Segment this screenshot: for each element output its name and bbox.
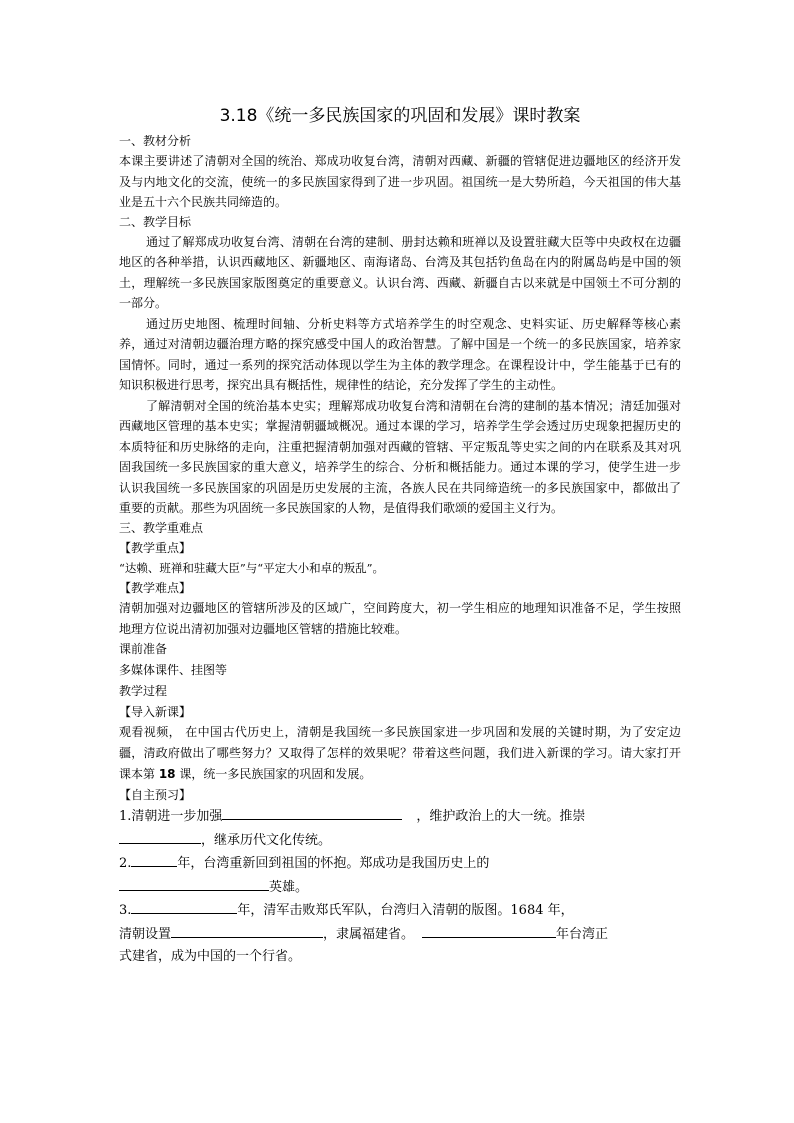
section-heading-key-difficult-points: 三、教学重难点 bbox=[119, 520, 204, 535]
question-3-text-a: 3. bbox=[119, 903, 132, 918]
question-3-line-2 bbox=[119, 923, 681, 947]
key-points-label: 【教学重点】 bbox=[119, 540, 192, 555]
goals-paragraph-1: 通过了解郑成功收复台湾、清朝在台湾的建制、册封达赖和班禅以及设置驻藏大臣等中央政权在边疆地区的各种举措，认识西藏地区、新疆地区、南海诸岛、台湾及其包括钓鱼岛在内的附属岛屿是中国的领土，理解统一多民族国家版图奠定的重要意义。认识台湾、西藏、新疆自古以来就是中国领土不可分割的一部分。 bbox=[119, 234, 681, 310]
question-3 bbox=[119, 899, 681, 923]
question-1-text-b: ，维护政治上的大一统。推崇 bbox=[416, 809, 586, 824]
question-3-text-d: ，隶属福建省。 bbox=[323, 926, 415, 942]
teaching-process-label: 教学过程 bbox=[119, 684, 168, 698]
question-3-blank-1[interactable] bbox=[131, 899, 237, 914]
question-2-text-b: 年，台湾重新回到祖国的怀抱。郑成功是我国历史上的 bbox=[177, 856, 490, 871]
question-1-blank-1[interactable] bbox=[222, 805, 402, 820]
goals-paragraph-2: 通过历史地图、梳理时间轴、分析史料等方式培养学生的时空观念、史料实证、历史解释等核心素养，通过对清朝边疆治理方略的探究感受中国人的政治智慧。了解中国是一个统一的多民族国家，培养家国情怀。同时，通过一系列的探究活动体现以学生为主体的教学理念。在课程设计中，学生能基于已有的知识积极进行思考，探究出具有概括性，规律性的结论，充分发挥了学生的主动性。 bbox=[119, 316, 681, 392]
question-1 bbox=[119, 805, 681, 829]
intro-text-a: 观看视频， 在中国古代历史上，清朝是我国统一多民族国家进一步巩固和发展的关键时期，为了安定边疆，清政府做出了哪些努力？又取得了怎样的效果呢？带着这些问题，我们进入新课的学习。请大家打开课本第 bbox=[119, 725, 681, 781]
intro-text-b: 课，统一多民族国家的巩固和发展。 bbox=[175, 767, 372, 781]
question-1-text-a: 1.清朝进一步加强 bbox=[119, 809, 223, 824]
difficult-points-text: 清朝加强对边疆地区的管辖所涉及的区域广，空间跨度大，初一学生相应的地理知识准备不足，学生按照地理方位说出清初加强对边疆地区管辖的措施比较难。 bbox=[119, 601, 681, 636]
section-heading-teaching-goals: 二、教学目标 bbox=[119, 214, 192, 229]
intro-paragraph bbox=[119, 722, 681, 785]
document-page bbox=[119, 104, 681, 969]
question-3-blank-2[interactable] bbox=[171, 923, 323, 938]
preparation-label: 课前准备 bbox=[119, 642, 168, 656]
question-2-text-a: 2. bbox=[119, 856, 132, 871]
intro-lesson-number: 18 bbox=[158, 767, 176, 781]
question-3-text-e: 年台湾正 bbox=[556, 926, 609, 942]
document-title: 3.18《统一多民族国家的巩固和发展》课时教案 bbox=[219, 106, 581, 126]
question-3-blank-3[interactable] bbox=[422, 923, 556, 938]
question-3-text-b: 年，清军击败郑氏军队，台湾归入清朝的版图。1684 年， bbox=[237, 903, 574, 918]
question-3-text-f: 式建省，成为中国的一个行省。 bbox=[119, 949, 302, 964]
question-1-text-c: ，继承历代文化传统。 bbox=[201, 832, 332, 848]
question-1-line-2 bbox=[119, 829, 681, 853]
difficult-points-label: 【教学难点】 bbox=[119, 581, 192, 595]
question-2-blank-2[interactable] bbox=[119, 876, 269, 891]
question-3-line-3 bbox=[119, 946, 681, 969]
self-study-label: 【自主预习】 bbox=[119, 788, 192, 802]
goals-paragraph-3: 了解清朝对全国的统治基本史实；理解郑成功收复台湾和清朝在台湾的建制的基本情况；清廷加强对西藏地区管理的基本史实；掌握清朝疆域概况。通过本课的学习，培养学生学会透过历史现象把握历史的本质特征和历史脉络的走向，注重把握清朝加强对西藏的管辖、平定叛乱等史实之间的内在联系及其对巩固我国统一多民族国家的重大意义，培养学生的综合、分析和概括能力。通过本课的学习，使学生进一步认识我国统一多民族国家的巩固是历史发展的主流，各族人民在共同缔造统一的多民族国家中，都做出了重要的贡献。那些为巩固统一多民族国家的人物，是值得我们歌颂的爱国主义行为。 bbox=[119, 398, 681, 515]
question-2-line-2 bbox=[119, 876, 681, 900]
section-heading-textbook-analysis: 一、教材分析 bbox=[119, 134, 192, 148]
intro-label: 【导入新课】 bbox=[119, 705, 192, 719]
preparation-text: 多媒体课件、挂图等 bbox=[119, 663, 228, 677]
textbook-analysis-paragraph: 本课主要讲述了清朝对全国的统治、郑成功收复台湾，清朝对西藏、新疆的管辖促进边疆地区的经济开发及与内地文化的交流，使统一的多民族国家得到了进一步巩固。祖国统一是大势所趋，今天祖国的伟大基业是五十六个民族共同缔造的。 bbox=[119, 154, 681, 209]
question-1-blank-2[interactable] bbox=[119, 829, 201, 844]
question-2-text-c: 英雄。 bbox=[269, 879, 309, 895]
question-2-blank-1[interactable] bbox=[131, 852, 177, 867]
key-points-text: “达赖、班禅和驻藏大臣”与“平定大小和卓的叛乱”。 bbox=[119, 560, 385, 575]
question-3-text-c: 清朝设置 bbox=[119, 926, 172, 942]
question-2 bbox=[119, 852, 681, 876]
